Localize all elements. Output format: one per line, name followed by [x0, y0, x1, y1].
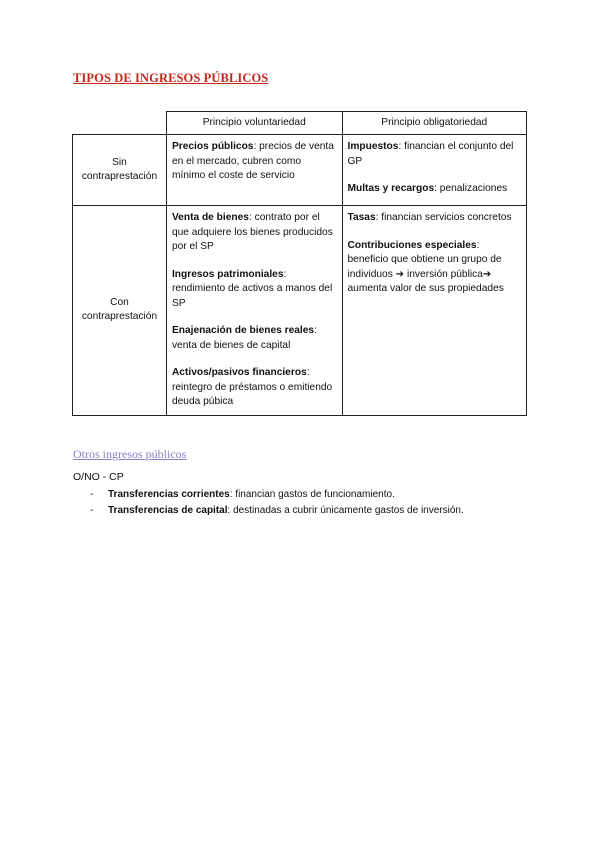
entry-text: : financian el conjunto del GP — [347, 141, 514, 167]
table-corner-cell — [73, 112, 167, 135]
table-row — [73, 135, 527, 206]
classification-code: O/NO - CP — [73, 471, 124, 483]
entry-term: Transferencias de capital — [108, 505, 228, 516]
list-item — [348, 239, 522, 297]
entry-term: Contribuciones especiales — [347, 239, 477, 251]
row-label-line: contraprestación — [81, 311, 158, 323]
list-item — [172, 211, 337, 255]
entry-text: : financian servicios concretos — [375, 212, 512, 223]
entry-term: Ingresos patrimoniales — [171, 268, 284, 280]
header-voluntary: Principio voluntariedad — [166, 112, 342, 135]
entry-text: : venta de bienes de capital — [171, 325, 317, 351]
bullet-dash: - — [90, 505, 94, 516]
list-item — [348, 140, 522, 169]
row-label-line: Con — [110, 296, 129, 308]
list-item — [90, 504, 464, 518]
list-item — [172, 268, 337, 312]
list-item — [172, 366, 337, 410]
transfers-list — [90, 488, 464, 520]
entry-term: Impuestos — [347, 141, 399, 152]
entry-text: : destinadas a cubrir únicamente gastos de inversión. — [227, 505, 464, 516]
row-label-con — [73, 206, 167, 416]
row-label-line: Sin — [112, 156, 127, 168]
entry-term: Multas y recargos — [347, 183, 435, 194]
list-item — [348, 211, 522, 226]
header-mandatory: Principio obligatoriedad — [342, 112, 527, 135]
entry-term: Enajenación de bienes reales — [171, 325, 315, 336]
cell-con-voluntary — [166, 206, 342, 416]
entry-term: Activos/pasivos financieros — [171, 367, 307, 378]
row-label-line: contraprestación — [81, 171, 158, 182]
table-header-row — [73, 112, 527, 135]
list-item — [172, 324, 337, 353]
list-item — [348, 182, 522, 197]
entry-text: : precios de venta en el mercado, cubren como mínimo el coste de servicio — [171, 141, 334, 181]
entry-text: : beneficio que obtiene un grupo de individuos ➔ inversión pública➔ aumenta valor de sus propiedades — [347, 239, 504, 294]
page-title: TIPOS DE INGRESOS PÚBLICOS — [73, 71, 269, 85]
entry-term: Transferencias corrientes — [108, 489, 230, 500]
section-title-other: Otros ingresos públicos — [73, 447, 187, 461]
list-item — [172, 140, 337, 184]
entry-text: : rendimiento de activos a manos del SP — [171, 268, 333, 309]
entry-text: : penalizaciones — [434, 183, 508, 194]
cell-sin-voluntary — [166, 135, 342, 206]
row-label-sin — [73, 135, 167, 206]
entry-term: Precios públicos — [171, 141, 254, 152]
entry-term: Venta de bienes — [171, 212, 249, 223]
table-row — [73, 206, 527, 416]
entry-text: : contrato por el que adquiere los bienes producidos por el SP — [171, 212, 333, 252]
entry-term: Tasas — [347, 212, 376, 223]
income-types-table — [72, 111, 527, 416]
cell-sin-mandatory — [342, 135, 527, 206]
bullet-dash: - — [90, 489, 94, 500]
list-item — [90, 488, 464, 502]
entry-text: : reintegro de préstamos o emitiendo deuda púbica — [171, 367, 333, 407]
cell-con-mandatory — [342, 206, 527, 416]
entry-text: : financian gastos de funcionamiento. — [229, 489, 395, 500]
